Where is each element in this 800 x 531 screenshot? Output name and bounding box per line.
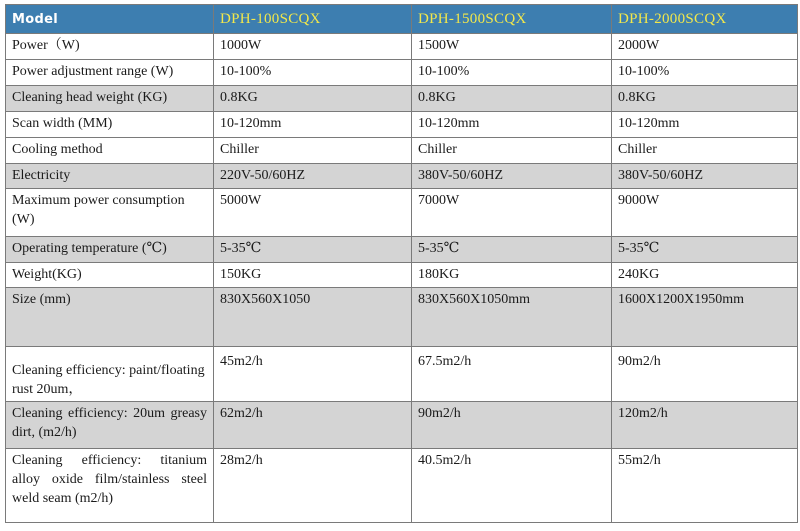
row-label: Cleaning head weight (KG) bbox=[6, 86, 214, 112]
cell-value: 90m2/h bbox=[412, 402, 612, 449]
cell-value: 62m2/h bbox=[214, 402, 412, 449]
cell-value: 10-100% bbox=[612, 60, 798, 86]
cell-value: Chiller bbox=[612, 138, 798, 164]
row-label: Operating temperature (℃) bbox=[6, 237, 214, 263]
table-row bbox=[6, 347, 798, 402]
cell-value: 220V-50/60HZ bbox=[214, 164, 412, 189]
table-row bbox=[6, 189, 798, 237]
cell-value: 10-100% bbox=[412, 60, 612, 86]
spec-table-container bbox=[5, 4, 797, 523]
cell-value: 830X560X1050mm bbox=[412, 288, 612, 347]
cell-value: 5-35℃ bbox=[612, 237, 798, 263]
model-name: DPH-1500SCQX bbox=[412, 5, 612, 34]
cell-value: 830X560X1050 bbox=[214, 288, 412, 347]
table-row bbox=[6, 164, 798, 189]
model-name: DPH-100SCQX bbox=[214, 5, 412, 34]
row-label: Power adjustment range (W) bbox=[6, 60, 214, 86]
cell-value: 55m2/h bbox=[612, 449, 798, 523]
row-label: Cleaning efficiency: 20um greasy dirt, (m2/h) bbox=[6, 402, 214, 449]
table-row bbox=[6, 402, 798, 449]
table-row bbox=[6, 288, 798, 347]
table-row bbox=[6, 112, 798, 138]
cell-value: 10-120mm bbox=[214, 112, 412, 138]
table-row bbox=[6, 86, 798, 112]
cell-value: 0.8KG bbox=[214, 86, 412, 112]
cell-value: 1600X1200X1950mm bbox=[612, 288, 798, 347]
cell-value: 90m2/h bbox=[612, 347, 798, 402]
row-label: Cleaning efficiency: titanium alloy oxide film/stainless steel weld seam (m2/h) bbox=[6, 449, 214, 523]
cell-value: 40.5m2/h bbox=[412, 449, 612, 523]
header-label: Model bbox=[6, 5, 214, 34]
row-label: Power（W) bbox=[6, 34, 214, 60]
model-name: DPH-2000SCQX bbox=[612, 5, 798, 34]
cell-value: 1000W bbox=[214, 34, 412, 60]
cell-value: 10-120mm bbox=[412, 112, 612, 138]
table-row bbox=[6, 237, 798, 263]
cell-value: 5-35℃ bbox=[412, 237, 612, 263]
cell-value: 0.8KG bbox=[612, 86, 798, 112]
cell-value: 2000W bbox=[612, 34, 798, 60]
cell-value: 28m2/h bbox=[214, 449, 412, 523]
cell-value: 0.8KG bbox=[412, 86, 612, 112]
cell-value: 67.5m2/h bbox=[412, 347, 612, 402]
cell-value: Chiller bbox=[412, 138, 612, 164]
row-label: Size (mm) bbox=[6, 288, 214, 347]
cell-value: 7000W bbox=[412, 189, 612, 237]
cell-value: 5000W bbox=[214, 189, 412, 237]
row-label: Maximum power consumption (W) bbox=[6, 189, 214, 237]
cell-value: 9000W bbox=[612, 189, 798, 237]
cell-value: 180KG bbox=[412, 263, 612, 288]
table-row bbox=[6, 60, 798, 86]
cell-value: 120m2/h bbox=[612, 402, 798, 449]
row-label: Cleaning efficiency: paint/floating rust 20um， bbox=[6, 347, 214, 402]
cell-value: 150KG bbox=[214, 263, 412, 288]
cell-value: 10-100% bbox=[214, 60, 412, 86]
row-label: Scan width (MM) bbox=[6, 112, 214, 138]
cell-value: 5-35℃ bbox=[214, 237, 412, 263]
cell-value: 380V-50/60HZ bbox=[612, 164, 798, 189]
table-row bbox=[6, 34, 798, 60]
cell-value: 240KG bbox=[612, 263, 798, 288]
spec-table bbox=[5, 4, 798, 523]
table-row bbox=[6, 138, 798, 164]
cell-value: 380V-50/60HZ bbox=[412, 164, 612, 189]
cell-value: Chiller bbox=[214, 138, 412, 164]
table-row bbox=[6, 263, 798, 288]
table-row bbox=[6, 449, 798, 523]
row-label: Electricity bbox=[6, 164, 214, 189]
header-row bbox=[6, 5, 798, 34]
cell-value: 45m2/h bbox=[214, 347, 412, 402]
cell-value: 1500W bbox=[412, 34, 612, 60]
cell-value: 10-120mm bbox=[612, 112, 798, 138]
row-label: Weight(KG) bbox=[6, 263, 214, 288]
row-label: Cooling method bbox=[6, 138, 214, 164]
